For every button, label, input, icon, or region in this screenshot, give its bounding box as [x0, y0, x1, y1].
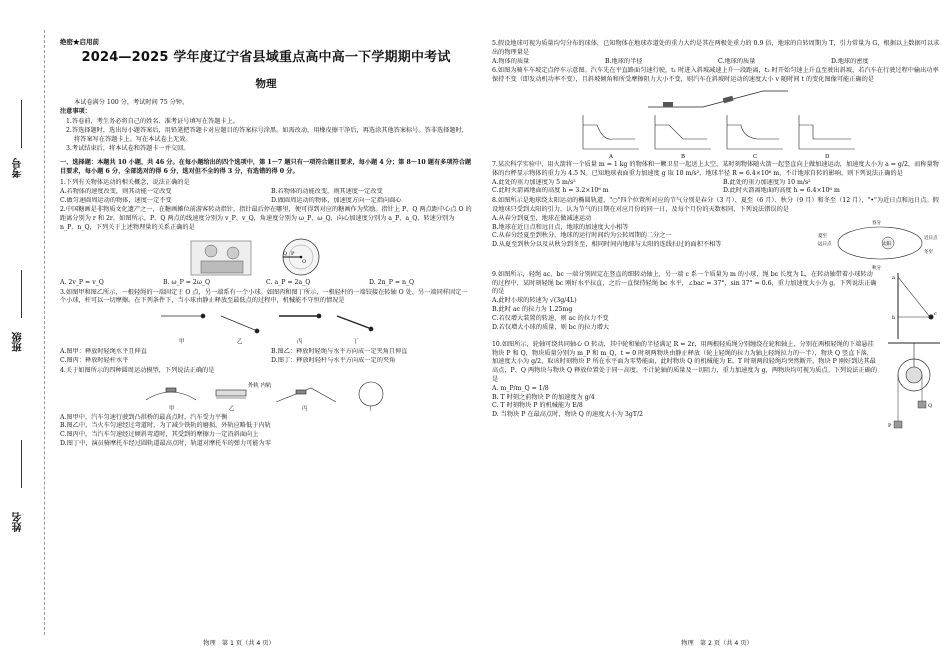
option-d: D.图丁：释放时轻杆与水平方向成一定的夹角	[271, 356, 396, 364]
far-label: 远日点	[818, 241, 832, 247]
option-c: C.从春分经夏至到秋分，地球的运行时间约为公转周期的二分之一	[492, 232, 672, 240]
option-b: B. ω_P = 2ω_Q	[163, 278, 211, 286]
question-stem: 2.中国糖画是非物质文化遗产之一，在糖画摊位前游客转动指针，指针最后停在哪里，便可得到对应的糖画作为奖励。指针上 P、Q 两点距中心点 O 的距离分别为 r 和 2r，如图所示，P、Q 两点的线速度分别为 v_P、v_Q，角速度分别为 ω_P、ω_Q，向心加速度分别为 a_P、a_Q，转速分别为 n_P、n_Q，下列关于上述物理量的关系正确的是	[60, 206, 472, 231]
fill-line	[21, 270, 22, 318]
svg-text:P: P	[888, 422, 892, 429]
option-d: D. 2n_P = n_Q	[369, 278, 415, 286]
left-column	[60, 38, 472, 450]
binding-line	[44, 30, 45, 635]
option-a: A.图甲中，汽车匀速行驶到凸拱桥的最高点时，汽车受力平衡	[60, 413, 228, 421]
question-10	[492, 340, 944, 429]
svg-text:P: P	[291, 250, 295, 257]
page-footer: 物理 第 2 页（共 4 页）	[681, 640, 753, 648]
question-stem: 7.某次科学实验中，用火箭将一个质量 m = 1 kg 的物体和一颗卫星一起送上太空，某时刻物体随火箭一起竖直向上做加速运动，加速度大小为 a = g/2，而称量物体的台秤显示物体的重力为 4.5 N。已知地球表面重力加速度 g 取 10 m/s²，地球半径 R = 6.4×10⁶ m，不计地球自转的影响，则下列说法正确的是	[492, 160, 939, 177]
option-b: B.图乙中，当火车匀速经过弯道时，为了减少铁轨的磨损，外轨应略低于内轨	[60, 422, 271, 430]
wheel-axle-figure	[884, 341, 944, 431]
near-label: 近日点	[924, 235, 938, 241]
fig-label: 乙	[229, 405, 235, 412]
option-d: D.从夏至到秋分以及从秋分到冬至，相同时间内地球与太阳的连线扫过的面积不相等	[492, 241, 722, 249]
option-c: C.做匀速圆周运动的物体，速度一定不变	[60, 196, 172, 204]
question-stem: 1.下列有关物体运动的相关概念，说法正确的是	[60, 178, 190, 186]
svg-text:b: b	[892, 314, 896, 321]
option-c: C.若仅增大装置的转速，则 ac 的拉力不变	[492, 314, 609, 322]
section-heading: 一、选择题：本题共 10 小题，共 46 分。在每小题给出的四个选项中，第 1～7 题只有一项符合题目要求，每小题 4 分；第 8～10 题有多项符合题目要求，每小题 6 分，全部选对的得 6 分，选对但不全的得 3 分，有选错的得 0 分。	[60, 159, 472, 176]
orbit-figure	[814, 215, 944, 271]
option-b: B.此处的重力加速度为 10 m/s²	[723, 178, 811, 186]
option-b: B.图乙：释放时轻绳与水平方向成一定夹角且伸直	[271, 348, 408, 356]
exam-title: 2024—2025 学年度辽宁省县域重点高中高一下学期期中考试	[81, 50, 451, 66]
note-item: 3.考试结束后，将本试卷和答题卡一并交回。	[66, 144, 190, 152]
option-c: C.图丙中，当汽车匀速经过倾斜弯道时，其受到的摩擦力一定沿斜面向上	[60, 431, 259, 439]
option-b: B.此时 ac 的拉力为 1.25mg	[492, 305, 573, 313]
winter-label: 冬至	[924, 249, 933, 255]
circular-motion-figure	[136, 378, 396, 412]
option-b: B.若物体的动能改变，则其速度一定改变	[271, 187, 383, 195]
notes-list	[60, 118, 472, 153]
exam-intro: 本试卷满分 100 分，考试时间 75 分钟。	[74, 98, 189, 106]
option-c: C.地球的质量	[718, 57, 756, 65]
option-c: C. a_P = 2a_Q	[266, 278, 311, 286]
question-stem: 3.如图甲和图乙所示，一根轻绳的一端固定于 O 点，另一端系有一个小球。如图丙和图丁所示，一根轻杆的一端铰接在转轴 O 处，另一端同样固定一个小球，杆可以一切摩擦。在下列条件下，当小球由静止释放至最低点的过程中，机械能不守恒的情况是	[60, 288, 468, 305]
question-stem: 9.如图所示，轻绳 ac、bc 一端分别固定在竖直的细转动轴上，另一端 c 系一个质量为 m 的小球，绳 bc 长度为 L，在转动轴带着小球转动的过程中，某时刻轻绳 bc 刚好水平拉直，之后一直保持轻绳 bc 水平，∠bac = 37°，sin 37° = 0.6，重力加速度大小为 g，下列说法正确的是	[492, 270, 877, 296]
option-d: D.此时火箭离地面的高度 h = 6.4×10⁶ m	[723, 187, 840, 195]
svg-text:Q: Q	[283, 250, 288, 257]
fig-label: 乙	[237, 339, 243, 346]
question-stem: 4.关于如图所示的四种圆周运动模型，下列说法正确的是	[60, 366, 215, 374]
option-a: A.物体的质量	[492, 57, 530, 65]
graph-label: B	[681, 153, 686, 159]
pendulum-figure	[151, 308, 381, 346]
svg-text:Q: Q	[928, 402, 933, 409]
binding-strip	[0, 0, 56, 655]
slope-figure	[643, 87, 793, 109]
option-c: C. T 时刻物块 P 的机械能为 E/8	[492, 402, 583, 410]
subject-title: 物理	[255, 77, 277, 90]
option-b: B. T 时刻之前物块 P 的加速度为 g/4	[492, 393, 595, 401]
option-d: D. 当物块 P 在最高点时，物块 Q 的速度大小为 3gT/2	[492, 411, 643, 419]
question-8	[492, 197, 944, 271]
summer-label: 夏至	[818, 233, 827, 239]
option-c: C.此时火箭离地面的高度 h = 3.2×10⁶ m	[492, 187, 609, 195]
class-label: 班级	[13, 332, 24, 352]
option-a: A.此时小球的转速为 √(3g/4L)	[492, 297, 577, 305]
spring-label: 春分	[872, 220, 881, 226]
rotating-rope-figure	[884, 271, 944, 341]
rail-note: 外轨 内轨	[248, 382, 272, 389]
fill-line	[21, 100, 22, 148]
fill-line	[21, 440, 22, 488]
option-a: A.此处的重力加速度为 5 m/s²	[492, 178, 576, 186]
option-c: C.图丙：释放时轻杆水平	[60, 356, 129, 364]
svg-text:a: a	[892, 274, 895, 281]
secret-mark: 绝密★启用前	[60, 38, 99, 46]
option-b: B.地球在近日点和远日点，地球的加速度大小相等	[492, 223, 629, 231]
question-1	[60, 179, 472, 205]
question-9	[492, 271, 944, 333]
option-a: A.从春分到夏至，地球在做减速运动	[492, 214, 592, 222]
question-6	[492, 67, 944, 159]
svg-text:O: O	[302, 258, 307, 265]
option-d: D.图丁中，演员骑摩托车经过圆轨道最高点时，轨道对摩托车的弹力可能为零	[60, 439, 271, 447]
question-5	[492, 40, 944, 66]
graph-label: A	[609, 153, 613, 159]
question-stem: 5.假设地球可视为质量均匀分布的球体，已知物体在地球赤道处的重力大约是其在两极处重力的 0.9 倍，地球的自转周期为 T，引力常量为 G，根据以上数据可以求出的物理量是	[492, 40, 940, 56]
graph-label: D	[825, 153, 830, 159]
question-4	[60, 367, 472, 449]
question-3	[60, 289, 472, 366]
fig-label: 丁	[368, 405, 374, 412]
autumn-label: 秋分	[872, 265, 881, 271]
option-a: A.若物体的速度改变，则其动能一定改变	[60, 187, 172, 195]
graph-label: C	[753, 153, 758, 159]
question-7	[492, 161, 944, 196]
notes-heading: 注意事项：	[60, 108, 91, 116]
option-a: A. m_P/m_Q = 1/8	[492, 384, 549, 392]
question-stem: 8.如图所示是地球绕太阳运动的椭圆轨道，"○"四个位置所对应的节气分别是春分（3 月）、夏至（6 月）、秋分（9 月）和冬至（12 月），"•"为近日点和远日点。假设地球只受到太阳的引力，认为节气的日期在对应月份的同一日，及每个月份的天数相同，下列说法错误的是	[492, 197, 939, 213]
option-d: D.若仅增大小球的质量，则 bc 的拉力增大	[492, 323, 610, 331]
right-column	[492, 40, 944, 431]
option-d: D.做圆周运动的物体，加速度方向一定指向圆心	[271, 196, 402, 204]
note-item: 1.答卷前，考生务必将自己的姓名、准考证号填写在答题卡上。	[66, 118, 239, 126]
vt-graphs	[573, 111, 863, 159]
fig-label: 丙	[302, 405, 308, 412]
fig-label: 甲	[169, 405, 175, 412]
svg-text:c: c	[934, 310, 937, 317]
candy-wheel-figure	[171, 235, 361, 277]
option-b: B.地球的半径	[605, 57, 643, 65]
page-2	[484, 0, 950, 655]
option-a: A. 2v_P = v_Q	[60, 278, 104, 286]
option-a: A.图甲：释放时轻绳水平且伸直	[60, 348, 147, 356]
option-d: D.地球的密度	[831, 57, 869, 65]
question-2	[60, 206, 472, 287]
exam-no-label: 考号	[13, 158, 24, 178]
note-item: 2.答选择题时，选出每小题答案后，用铅笔把答题卡对应题目的答案标号涂黑。如需改动，用橡皮擦干净后，再选涂其他答案标号。答非选择题时，将答案写在答题卡上。写在本试卷上无效。	[66, 126, 468, 143]
fig-label: 丁	[353, 339, 359, 346]
fig-label: 丙	[297, 339, 303, 346]
name-label: 姓名	[13, 512, 24, 532]
fig-label: 甲	[179, 339, 185, 346]
page-footer: 物理 第 1 页（共 4 页）	[203, 640, 275, 648]
sun-label: 太阳	[882, 241, 891, 247]
question-stem: 10.如图所示，轮轴可绕共同轴心 O 转动，其中轮和轴的半径满足 R = 2r，用两根轻质绳分别缠绕在轮和轴上，分别在两根轻绳的下端悬挂物块 P 和 Q，物块质量分别为 m_P 和 m_Q，t = 0 时刻两物块由静止释放（轮上轻绳的拉力为轴上轻绳拉力的一半），物块 Q 竖直下落，加速度大小为 g/2，取该时刻物块 P 所在水平面为零势能面，此时物块 Q 的机械能为 E。T 时刻两段轻绳均突然断开，物块 P 刚好到达其最高点，P、Q 两物块与物块 Q 释放位置处于同一高度。不计轮轴的质量及一切阻力，重力加速度为 g，两物块均可视为质点。下列说法正确的是	[492, 340, 878, 383]
question-stem: 6.如图为骑车车坡定点停车示意图。汽车先在平直路面匀速行驶，t₁ 时进入斜坡减速上升一段距离，t₂ 时开始匀速上升直至驶出斜坡，若汽车在行驶过程中输出功率保持不变（即发动机功率不变），且斜坡倾角和所受摩擦阻力大小不变，则汽车在斜坡时运动的速度大小 v 随时间 t 的变化图像可能正确的是	[492, 67, 939, 84]
